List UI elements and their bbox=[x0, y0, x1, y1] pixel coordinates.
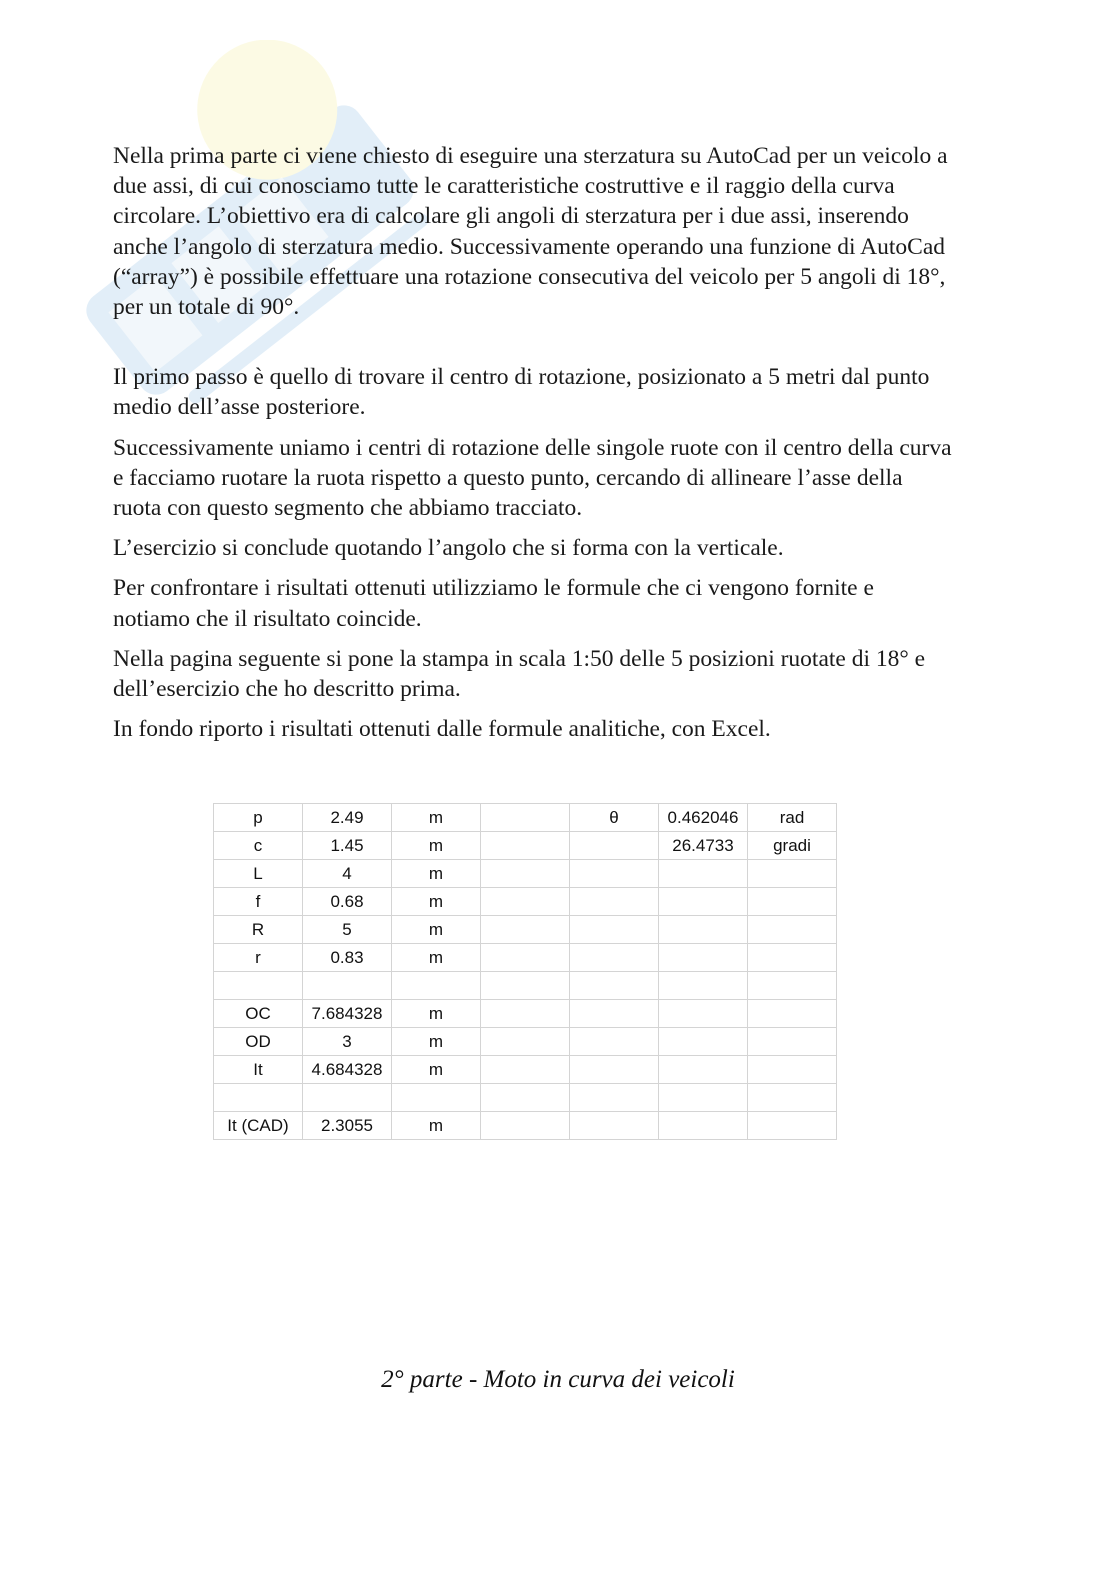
table-cell bbox=[659, 1056, 748, 1084]
table-row bbox=[214, 888, 837, 916]
document-body bbox=[113, 141, 953, 754]
table-cell: m bbox=[392, 1028, 481, 1056]
table-cell bbox=[481, 1056, 570, 1084]
table-row bbox=[214, 972, 837, 1000]
table-cell bbox=[570, 972, 659, 1000]
table-cell bbox=[303, 1084, 392, 1112]
table-cell: OD bbox=[214, 1028, 303, 1056]
paragraph: Nella pagina seguente si pone la stampa in scala 1:50 delle 5 posizioni ruotate di 18° e dell’esercizio che ho descritto prima. bbox=[113, 645, 926, 703]
table-cell: 0.462046 bbox=[659, 804, 748, 832]
table-cell bbox=[659, 944, 748, 972]
table-cell bbox=[659, 1084, 748, 1112]
table-row bbox=[214, 832, 837, 860]
table-cell bbox=[392, 972, 481, 1000]
table-cell: 4.684328 bbox=[303, 1056, 392, 1084]
table-row bbox=[214, 1028, 837, 1056]
table-cell bbox=[481, 1084, 570, 1112]
table-cell: m bbox=[392, 916, 481, 944]
table-row bbox=[214, 860, 837, 888]
table-cell: OC bbox=[214, 1000, 303, 1028]
table-cell bbox=[570, 888, 659, 916]
table-cell bbox=[570, 860, 659, 888]
table-cell bbox=[481, 888, 570, 916]
table-cell bbox=[481, 944, 570, 972]
table-cell bbox=[748, 944, 837, 972]
table-cell: It bbox=[214, 1056, 303, 1084]
table-cell bbox=[570, 832, 659, 860]
table-cell: 2.49 bbox=[303, 804, 392, 832]
table-cell: 0.68 bbox=[303, 888, 392, 916]
table-cell: m bbox=[392, 804, 481, 832]
table-cell: rad bbox=[748, 804, 837, 832]
paragraph: In fondo riporto i risultati ottenuti dalle formule analitiche, con Excel. bbox=[113, 716, 771, 743]
table-cell: r bbox=[214, 944, 303, 972]
table-cell bbox=[748, 1056, 837, 1084]
table-row bbox=[214, 1056, 837, 1084]
table-cell bbox=[392, 1084, 481, 1112]
table-cell bbox=[659, 1028, 748, 1056]
table-cell: m bbox=[392, 860, 481, 888]
table-cell: 5 bbox=[303, 916, 392, 944]
table-cell bbox=[748, 916, 837, 944]
table-cell: m bbox=[392, 1000, 481, 1028]
table-cell: 7.684328 bbox=[303, 1000, 392, 1028]
paragraph: Per confrontare i risultati ottenuti utilizziamo le formule che ci vengono fornite e notiamo che il risultato coincide. bbox=[113, 575, 874, 632]
table-cell bbox=[659, 1000, 748, 1028]
table-cell: p bbox=[214, 804, 303, 832]
table-cell bbox=[570, 944, 659, 972]
table-cell bbox=[748, 860, 837, 888]
table-cell: R bbox=[214, 916, 303, 944]
paragraph: Nella prima parte ci viene chiesto di eseguire una sterzatura su AutoCad per un veicolo a due assi, di cui conosciamo tutte le caratteristiche costruttive e il raggio della curva circolare. L’obiettivo era di calcolare gli angoli di sterzatura per i due assi, inserendo anche l’angolo di sterzatura medio. Successivamente operando una funzione di AutoCad (“array”) è possibile effettuare una rotazione consecutiva del veicolo per 5 angoli di 18°, per un totale di 90°. bbox=[113, 143, 948, 321]
table-cell bbox=[481, 1000, 570, 1028]
table-cell bbox=[481, 832, 570, 860]
table-cell: 0.83 bbox=[303, 944, 392, 972]
table-cell bbox=[481, 916, 570, 944]
table-cell bbox=[659, 888, 748, 916]
table-row bbox=[214, 944, 837, 972]
table-cell: L bbox=[214, 860, 303, 888]
table-cell bbox=[570, 1084, 659, 1112]
table-cell bbox=[748, 1000, 837, 1028]
table-cell bbox=[659, 860, 748, 888]
table-cell bbox=[748, 1084, 837, 1112]
table-cell bbox=[481, 1112, 570, 1140]
table-row bbox=[214, 1000, 837, 1028]
table-cell: m bbox=[392, 1112, 481, 1140]
table-cell: 26.4733 bbox=[659, 832, 748, 860]
table-cell bbox=[570, 1028, 659, 1056]
table-cell: θ bbox=[570, 804, 659, 832]
table-cell bbox=[570, 1056, 659, 1084]
table-cell bbox=[659, 972, 748, 1000]
table-cell bbox=[570, 1112, 659, 1140]
table-cell bbox=[214, 1084, 303, 1112]
table-cell bbox=[481, 860, 570, 888]
table-cell bbox=[570, 1000, 659, 1028]
table-cell: 1.45 bbox=[303, 832, 392, 860]
table-cell bbox=[659, 916, 748, 944]
table-cell bbox=[748, 972, 837, 1000]
table-cell bbox=[748, 1112, 837, 1140]
table-cell: It (CAD) bbox=[214, 1112, 303, 1140]
table-cell bbox=[748, 1028, 837, 1056]
table-cell: m bbox=[392, 1056, 481, 1084]
table-row bbox=[214, 1084, 837, 1112]
table-cell bbox=[748, 888, 837, 916]
table-cell: f bbox=[214, 888, 303, 916]
table-cell: m bbox=[392, 944, 481, 972]
table-cell: 3 bbox=[303, 1028, 392, 1056]
table-cell bbox=[481, 804, 570, 832]
paragraph: Successivamente uniamo i centri di rotazione delle singole ruote con il centro della curva e facciamo ruotare la ruota rispetto a questo punto, cercando di allineare l’asse della ruota con questo segmento che abbiamo tracciato. bbox=[113, 434, 952, 522]
table-cell: 4 bbox=[303, 860, 392, 888]
page-footer: 2° parte - Moto in curva dei veicoli bbox=[381, 1366, 735, 1393]
table-cell: m bbox=[392, 832, 481, 860]
table-row bbox=[214, 916, 837, 944]
paragraph: L’esercizio si conclude quotando l’angolo che si forma con la verticale. bbox=[113, 535, 784, 562]
table-cell bbox=[659, 1112, 748, 1140]
table-cell: m bbox=[392, 888, 481, 916]
table-row bbox=[214, 1112, 837, 1140]
table-cell bbox=[481, 972, 570, 1000]
table-cell bbox=[570, 916, 659, 944]
table-cell bbox=[214, 972, 303, 1000]
results-table bbox=[213, 803, 837, 1140]
paragraph: Il primo passo è quello di trovare il centro di rotazione, posizionato a 5 metri dal punto medio dell’asse posteriore. bbox=[113, 364, 930, 421]
table-cell bbox=[481, 1028, 570, 1056]
table-cell: c bbox=[214, 832, 303, 860]
table-cell: gradi bbox=[748, 832, 837, 860]
table-row bbox=[214, 804, 837, 832]
table-cell bbox=[303, 972, 392, 1000]
table-cell: 2.3055 bbox=[303, 1112, 392, 1140]
